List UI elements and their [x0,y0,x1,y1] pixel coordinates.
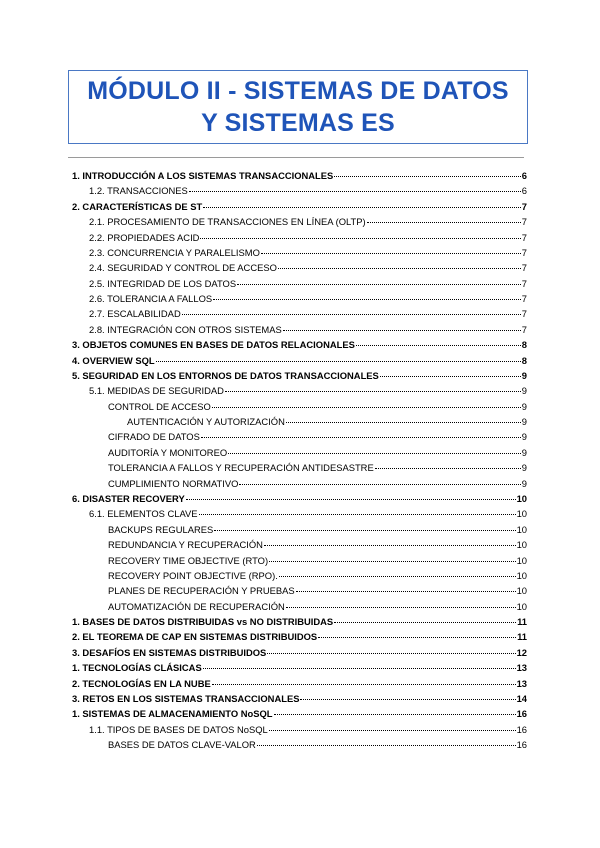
toc-entry-label: 2. EL TEOREMA DE CAP EN SISTEMAS DISTRIBUIDOS [72,631,318,642]
toc-entry-label: CONTROL DE ACCESO [108,401,211,412]
toc-entry[interactable] [89,276,527,291]
toc-entry-page: 7 [521,278,527,289]
toc-entry[interactable] [108,537,527,552]
toc-entry-label: 1.2. TRANSACCIONES [89,185,188,196]
toc-entry[interactable] [108,522,527,537]
divider [68,157,524,158]
toc-leader-dots [203,668,516,669]
toc-entry-page: 10 [516,508,527,519]
toc-leader-dots [296,591,516,592]
toc-entry[interactable] [108,399,527,414]
toc-leader-dots [257,745,516,746]
toc-leader-dots [375,468,521,469]
toc-entry[interactable] [72,691,527,706]
toc-entry-label: 2.4. SEGURIDAD Y CONTROL DE ACCESO [89,262,277,273]
toc-entry-label: 1. SISTEMAS DE ALMACENAMIENTO NoSQL [72,708,273,719]
toc-entry-label: 1. TECNOLOGÍAS CLÁSICAS [72,662,202,673]
toc-entry-label: 5. SEGURIDAD EN LOS ENTORNOS DE DATOS TRANSACCIONALES [72,370,379,381]
toc-entry-page: 6 [521,185,527,196]
title-box [68,70,528,144]
toc-entry[interactable] [127,414,527,429]
toc-entry-page: 9 [521,416,527,427]
toc-entry[interactable] [89,183,527,198]
toc-entry-page: 13 [516,662,527,673]
toc-entry[interactable] [72,368,527,383]
toc-leader-dots [225,391,521,392]
toc-leader-dots [239,484,520,485]
toc-entry-page: 8 [521,339,527,350]
toc-entry-label: AUTOMATIZACIÓN DE RECUPERACIÓN [108,601,285,612]
toc-leader-dots [356,345,521,346]
toc-leader-dots [318,637,516,638]
toc-leader-dots [261,253,521,254]
toc-entry-page: 10 [516,493,527,504]
toc-leader-dots [237,284,521,285]
toc-leader-dots [228,453,521,454]
toc-entry-page: 10 [516,539,527,550]
toc-entry-label: 1. BASES DE DATOS DISTRIBUIDAS vs NO DISTRIBUIDAS [72,616,334,627]
toc-entry-label: 2.2. PROPIEDADES ACID [89,232,200,243]
toc-entry[interactable] [89,214,527,229]
toc-leader-dots [334,622,516,623]
toc-entry-label: 2. TECNOLOGÍAS EN LA NUBE [72,678,211,689]
toc-entry-page: 16 [516,724,527,735]
toc-entry-page: 13 [516,678,527,689]
toc-leader-dots [278,268,521,269]
toc-entry-label: RECOVERY TIME OBJECTIVE (RTO) [108,555,269,566]
toc-entry[interactable] [108,460,527,475]
toc-entry-page: 6 [521,170,527,181]
toc-leader-dots [186,499,516,500]
toc-entry-page: 7 [521,262,527,273]
toc-entry[interactable] [89,722,527,737]
toc-entry[interactable] [89,506,527,521]
toc-entry-page: 14 [516,693,527,704]
toc-entry-page: 9 [521,370,527,381]
toc-entry[interactable] [108,599,527,614]
toc-entry-label: 6. DISASTER RECOVERY [72,493,185,504]
toc-entry-page: 7 [521,247,527,258]
toc-leader-dots [182,314,521,315]
toc-entry-label: REDUNDANCIA Y RECUPERACIÓN [108,539,263,550]
toc-entry-label: 2.6. TOLERANCIA A FALLOS [89,293,213,304]
toc-entry[interactable] [72,645,527,660]
toc-leader-dots [264,545,516,546]
toc-entry[interactable] [72,337,527,352]
toc-entry[interactable] [108,583,527,598]
toc-entry[interactable] [108,429,527,444]
toc-entry-page: 9 [521,447,527,458]
toc-leader-dots [367,222,521,223]
toc-entry[interactable] [72,491,527,506]
toc-leader-dots [156,361,521,362]
toc-leader-dots [334,176,520,177]
toc-entry[interactable] [108,568,527,583]
toc-entry[interactable] [108,553,527,568]
toc-entry-page: 7 [521,308,527,319]
toc-entry-label: BACKUPS REGULARES [108,524,214,535]
toc-leader-dots [279,576,516,577]
toc-entry-page: 11 [517,631,527,642]
toc-entry-page: 7 [521,324,527,335]
toc-entry-page: 9 [521,401,527,412]
toc-entry-page: 9 [521,385,527,396]
toc-leader-dots [203,207,521,208]
toc-entry-page: 10 [516,524,527,535]
toc-entry[interactable] [89,260,527,275]
toc-entry[interactable] [72,199,527,214]
toc-entry-page: 7 [521,232,527,243]
toc-entry-label: 3. OBJETOS COMUNES EN BASES DE DATOS RELACIONALES [72,339,355,350]
toc-leader-dots [269,730,516,731]
toc-entry-page: 10 [516,585,527,596]
toc-entry-page: 7 [521,216,527,227]
toc-entry-label: BASES DE DATOS CLAVE-VALOR [108,739,256,750]
toc-entry-label: RECOVERY POINT OBJECTIVE (RPO). [108,570,278,581]
toc-entry-label: AUDITORÍA Y MONITOREO [108,447,228,458]
toc-entry-page: 9 [521,431,527,442]
toc-entry[interactable] [108,737,527,752]
toc-leader-dots [269,561,515,562]
toc-leader-dots [283,330,521,331]
toc-leader-dots [213,299,521,300]
toc-entry-label: TOLERANCIA A FALLOS Y RECUPERACIÓN ANTIDESASTRE [108,462,374,473]
toc-entry-page: 10 [516,570,527,581]
toc-entry-label: CUMPLIMIENTO NORMATIVO [108,478,239,489]
toc-entry[interactable] [108,445,527,460]
toc-entry-label: 3. RETOS EN LOS SISTEMAS TRANSACCIONALES [72,693,300,704]
toc-entry[interactable] [89,291,527,306]
toc-entry[interactable] [72,660,527,675]
toc-entry-page: 11 [517,616,527,627]
toc-leader-dots [212,407,521,408]
toc-leader-dots [189,191,521,192]
toc-entry-label: 1. INTRODUCCIÓN A LOS SISTEMAS TRANSACCIONALES [72,170,334,181]
toc-entry-label: 2.7. ESCALABILIDAD [89,308,181,319]
toc-entry[interactable] [72,168,527,183]
toc-leader-dots [201,437,521,438]
toc-entry-label: 3. DESAFÍOS EN SISTEMAS DISTRIBUIDOS [72,647,267,658]
toc-entry-page: 8 [521,355,527,366]
toc-entry-label: 5.1. MEDIDAS DE SEGURIDAD [89,385,224,396]
toc-leader-dots [214,530,515,531]
toc-entry-label: 6.1. ELEMENTOS CLAVE [89,508,198,519]
toc-entry[interactable] [89,306,527,321]
toc-leader-dots [380,376,521,377]
toc-entry[interactable] [89,230,527,245]
toc-entry[interactable] [89,245,527,260]
toc-entry-page: 10 [516,601,527,612]
page-title-line-2: Y SISTEMAS ES [201,109,395,137]
page-title-line-1: MÓDULO II - SISTEMAS DE DATOS [87,77,509,105]
toc-entry[interactable] [89,322,527,337]
toc-entry-label: 2.3. CONCURRENCIA Y PARALELISMO [89,247,260,258]
toc-entry-page: 9 [521,462,527,473]
toc-entry-page: 9 [521,478,527,489]
toc-entry[interactable] [89,383,527,398]
toc-entry-page: 16 [516,708,527,719]
toc-entry-label: 2.1. PROCESAMIENTO DE TRANSACCIONES EN LÍNEA (OLTP) [89,216,366,227]
toc-leader-dots [274,714,516,715]
toc-leader-dots [286,422,521,423]
toc-entry[interactable] [72,614,527,629]
toc-entry[interactable] [72,353,527,368]
toc-leader-dots [212,684,516,685]
toc-entry[interactable] [72,706,527,721]
toc-entry-label: 2.5. INTEGRIDAD DE LOS DATOS [89,278,237,289]
toc-entry-label: PLANES DE RECUPERACIÓN Y PRUEBAS [108,585,295,596]
toc-entry-page: 12 [516,647,527,658]
toc-entry-page: 16 [516,739,527,750]
toc-entry-page: 10 [516,555,527,566]
toc-entry-label: AUTENTICACIÓN Y AUTORIZACIÓN [127,416,285,427]
toc-leader-dots [200,238,520,239]
toc-entry[interactable] [72,629,527,644]
toc-leader-dots [267,653,515,654]
toc-entry[interactable] [72,676,527,691]
toc-entry-page: 7 [521,293,527,304]
toc-entry-label: 2.8. INTEGRACIÓN CON OTROS SISTEMAS [89,324,282,335]
toc-entry-label: 4. OVERVIEW SQL [72,355,155,366]
toc-leader-dots [286,607,516,608]
toc-entry-label: CIFRADO DE DATOS [108,431,200,442]
toc-entry-page: 7 [521,201,527,212]
toc-leader-dots [199,514,516,515]
toc-entry-label: 2. CARACTERÍSTICAS DE ST [72,201,203,212]
toc-entry-label: 1.1. TIPOS DE BASES DE DATOS NoSQL [89,724,268,735]
toc-leader-dots [300,699,515,700]
toc-entry[interactable] [108,476,527,491]
